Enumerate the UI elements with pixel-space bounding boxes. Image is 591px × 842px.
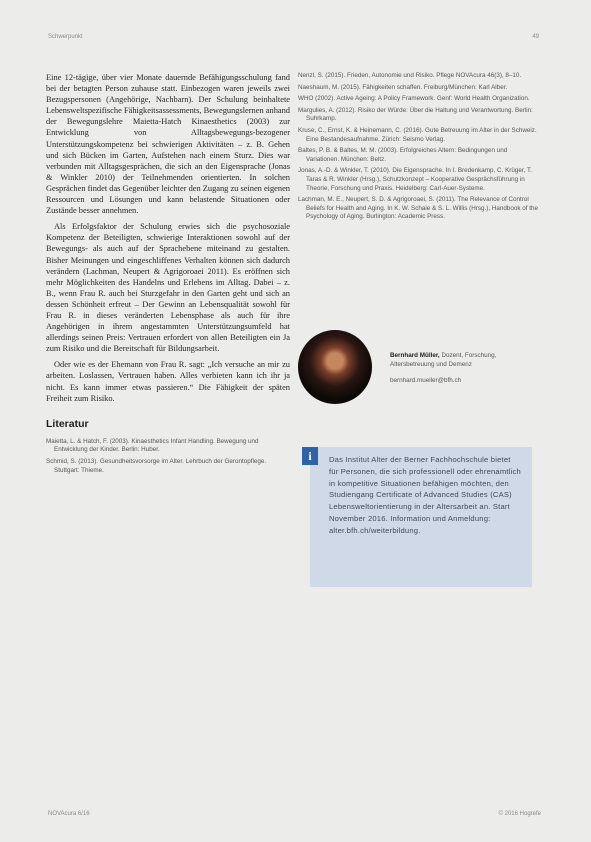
body-paragraph: Als Erfolgsfaktor der Schulung erwies sich die psychosoziale Kompetenz der Beteiligten, schwierige Interaktionen sowohl auf der Bewegungs- als auch auf der Sprachebene miteinand zu gestalten. Bisher Meinungen und eingeschliffenes Verhalten können sich dadurch verändern (Lachman, Neupert & Agrigoroaei 2011). Es eröffnen sich mehr Möglichkeiten des Handelns und Erlebens im Alltag. Dabei – z. B., wenn Frau R. auch bei Sturzgefahr in den Garten geht und sich an dessen Schönheit erfreut – Der Gewinn an Lebensqualität sowohl für Frau R. in dieses veränderten Lebensphase als auch für ihre Angehörigen in ihrem angestammten Unterstützungsumfeld hat allerdings seinen Preis: Vertrauen erfordert von allen Beteiligten ein Ja zum Risiko und die Bereitschaft für Bildungsarbeit. (46, 222, 290, 354)
reference-item: Lachman, M. E., Neupert, S. D. & Agrigoroaei, S. (2011). The Relevance of Control Beliefs for Health and Aging. In K. W. Schaie & S. L. Willis (Hrsg.), Handbook of the Psychology of Aging. Burlington: Academic Press. (298, 196, 539, 221)
body-paragraph: Eine 12-tägige, über vier Monate dauernde Befähigungsschulung fand bei der betagten Person zuhause statt. Einbezogen waren jeweils zwei Bezugspersonen (Angehörige, Nachbarn). Der Schulung beinhaltete Lebensweltspezifische Fähigkeitsassessments, Bewegungslernen anhand der Bewegungslehre Maietta-Hatch Kinaesthetics (2003) zur Entwicklung von Alltagsbewegungs-bezogener Unterstützungskompetenz bei schwierigen Aktivitäten – z. B. Gehen und sich Bücken im Garten, Aufstehen nach einem Sturz. Dies war verbunden mit Alltagsgesprächen, die sich an den Eigensprache (Jonas & Winkler 2010) der Teilnehmenden orientierten. In solchen Gesprächen findet das Gegenüber leichter den Zugang zu seinen eigenen Ressourcen und Lösungen und kann belastende Situationen oder Zustände besser annehmen. (46, 73, 290, 216)
literature-list-right (298, 72, 540, 225)
author-box (298, 330, 543, 405)
reference-item: Nenzl, S. (2015). Frieden, Autonomie und Risiko. Pflege NOVAcura 46(3), 8–10. (298, 72, 522, 79)
reference-item: Maietta, L. & Hatch, F. (2003). Kinaesthetics Infant Handling. Bewegung und Entwicklung der Kinder. Berlin: Huber. (46, 437, 259, 454)
body-paragraph: Oder wie es der Ehemann von Frau R. sagt: „Ich versuche an mir zu arbeiten. Loslassen, Vertrauen haben. Alles verbieten kann ich ihr ja nicht. Es kann immer etwas passieren.“ Die Fähigkeit der späten Freiheit zum Risiko. (46, 360, 290, 403)
running-header-left: Schwerpunkt (48, 34, 83, 40)
literature-heading: Literatur (46, 417, 89, 430)
reference-item: WHO (2002). Active Ageing: A Policy Framework. Genf: World Health Organization. (298, 95, 530, 103)
info-box-text: Das Institut Alter der Berner Fachhochschule bietet für Personen, die sich professionell oder ehrenamtlich in kompetitive Situationen befähigen möchten, den Studiengang Certificate of Advanced Studies (CAS) Lebensweltorientierung in der Altersarbeit an. Start November 2016. Information und Anmeldung: alter.bfh.ch/weiterbildung. (329, 455, 521, 535)
body-column-left (46, 72, 290, 478)
reference-item: Margulies, A. (2012). Risiko der Würde: Über die Haltung und Verantwortung. Berlin: Suhrkamp. (298, 106, 533, 123)
author-info (390, 352, 540, 386)
author-name: Bernhard Müller, (390, 352, 440, 359)
literature-list-left (46, 438, 290, 475)
reference-item: Schmid, S. (2013). Gesundheitsvorsorge im Alter. Lehrbuch der Gerontopflege. Stuttgart: Thieme. (46, 457, 267, 474)
info-box (310, 447, 532, 587)
footer-issue: NOVAcura 6/16 (48, 811, 90, 817)
author-email-link[interactable]: bernhard.mueller@bfh.ch (390, 377, 462, 385)
reference-item: Kruse, C., Ernst, K. & Heinemann, C. (2016). Gute Betreuung im Alter in der Schweiz. Eine Bestandesaufnahme. Zürich: Seismo Verlag. (298, 126, 537, 143)
author-photo (298, 330, 372, 404)
reference-item: Naeshaum, M. (2015). Fähigkeiten schaffen. Freiburg/München: Karl Alber. (298, 83, 508, 91)
info-icon: i (302, 447, 318, 465)
footer-copyright: © 2016 Hogrefe (498, 811, 541, 817)
reference-item: Jonas, A.-D. & Winkler, T. (2010). Die Eigensprache. In I. Bredenkamp, C. Krüger, T. Taras & R. Winkler (Hrsg.), Schutzkonzept – Kooperative Gesprächsführung in Theorie, Forschung und Praxis. Heidelberg: Carl-Auer-Systeme. (298, 167, 532, 192)
reference-item: Baltes, P. B. & Baltes, M. M. (2003). Erfolgreiches Altern: Bedingungen und Variationen. München: Beltz. (298, 147, 508, 163)
running-header-page-number: 49 (532, 34, 539, 40)
author-description: Dozent, Forschung, Altersbetreuung und Demenz (390, 352, 497, 368)
